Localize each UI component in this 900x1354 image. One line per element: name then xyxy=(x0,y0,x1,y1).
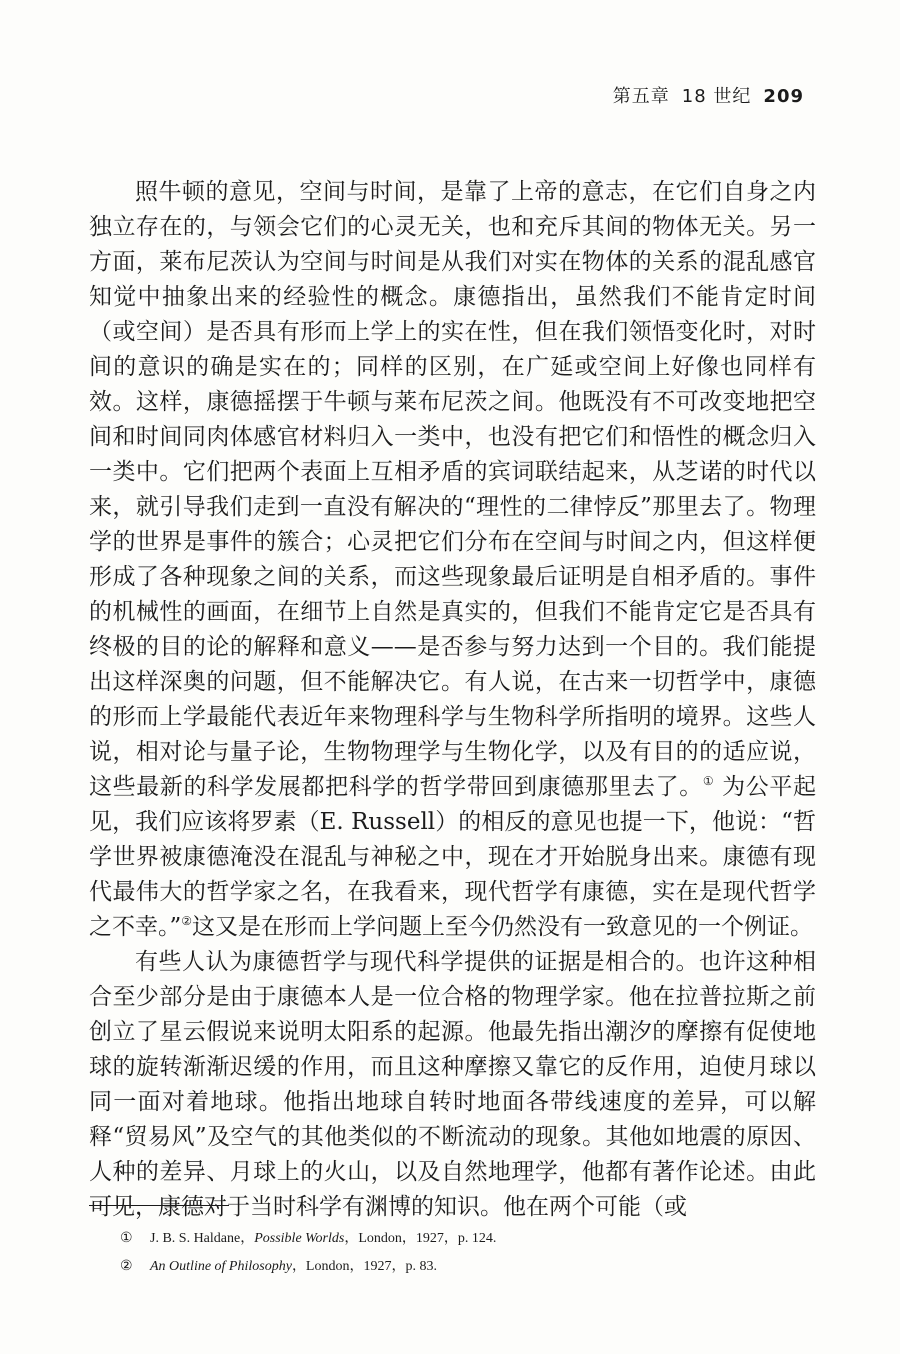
chapter-label: 第五章 xyxy=(612,86,670,107)
footnote-1-pub: ，London，1927，p. 124. xyxy=(344,1231,497,1246)
footnote-ref-1[interactable]: ① xyxy=(702,774,715,788)
footnotes xyxy=(120,1225,720,1281)
paragraph-2: 有些人认为康德哲学与现代科学提供的证据是相合的。也许这种相合至少部分是由于康德本人是一位合格的物理学家。他在拉普拉斯之前创立了星云假说来说明太阳系的起源。他最先指出潮汐的摩擦有促使地球的旋转渐渐迟缓的作用，而且这种摩擦又靠它的反作用，迫使月球以同一面对着地球。他指出地球自转时地面各带线速度的差异，可以解释“贸易风”及空气的其他类似的不断流动的现象。其他如地震的原因、人种的差异、月球上的火山，以及自然地理学，他都有著作论述。由此可见，康德对于当时科学有渊博的知识。他在两个可能（或 xyxy=(89,949,816,1220)
paragraph-1 xyxy=(89,175,816,945)
footnote-1-title: Possible Worlds xyxy=(254,1231,345,1246)
main-text xyxy=(89,175,816,1225)
footnote-1-mark: ① xyxy=(120,1231,133,1246)
paragraph-1-part-3: 这又是在形而上学问题上至今仍然没有一致意见的一个例证。 xyxy=(192,914,814,940)
running-header xyxy=(613,82,804,108)
footnote-2-pub: ，London，1927，p. 83. xyxy=(291,1259,437,1274)
footnote-2-mark: ② xyxy=(120,1259,133,1274)
paragraph-1-part-2: 为公平起见，我们应该将罗素（E. Russell）的相反的意见也提一下，他说：“哲学世界被康德淹没在混乱与神秘之中，现在才开始脱身出来。康德有现代最伟大的哲学家之名，在我看来，现代哲学有康德，实在是现代哲学之不幸。” xyxy=(89,774,817,940)
footnote-2-title: An Outline of Philosophy xyxy=(150,1259,292,1274)
page-number: 209 xyxy=(763,86,804,107)
paragraph-1-part-1: 照牛顿的意见，空间与时间，是靠了上帝的意志，在它们自身之内独立存在的，与领会它们的心灵无关，也和充斥其间的物体无关。另一方面，莱布尼茨认为空间与时间是从我们对实在物体的关系的混乱感官知觉中抽象出来的经验性的概念。康德指出，虽然我们不能肯定时间（或空间）是否具有形而上学上的实在性，但在我们领悟变化时，对时间的意识的确是实在的；同样的区别，在广延或空间上好像也同样有效。这样，康德摇摆于牛顿与莱布尼茨之间。他既没有不可改变地把空间和时间同肉体感官材料归入一类中，也没有把它们和悟性的概念归入一类中。它们把两个表面上互相矛盾的宾词联结起来，从芝诺的时代以来，就引导我们走到一直没有解决的“理性的二律悖反”那里去了。物理学的世界是事件的簇合；心灵把它们分布在空间与时间之内，但这样便形成了各种现象之间的关系，而这些现象最后证明是自相矛盾的。事件的机械性的画面，在细节上自然是真实的，但我们不能肯定它是否具有终极的目的论的解释和意义——是否参与努力达到一个目的。我们能提出这样深奥的问题，但不能解决它。有人说，在古来一切哲学中，康德的形而上学最能代表近年来物理科学与生物科学所指明的境界。这些人说，相对论与量子论，生物物理学与生物化学，以及有目的的适应说，这些最新的科学发展都把科学的哲学带回到康德那里去了。 xyxy=(89,179,816,800)
footnote-ref-2[interactable]: ② xyxy=(181,914,193,928)
section-label: 18 世纪 xyxy=(681,86,752,107)
footnote-2 xyxy=(120,1253,720,1281)
footnote-divider xyxy=(89,1205,229,1206)
footnote-1-author: J. B. S. Haldane， xyxy=(150,1231,255,1246)
footnote-1 xyxy=(120,1225,720,1253)
